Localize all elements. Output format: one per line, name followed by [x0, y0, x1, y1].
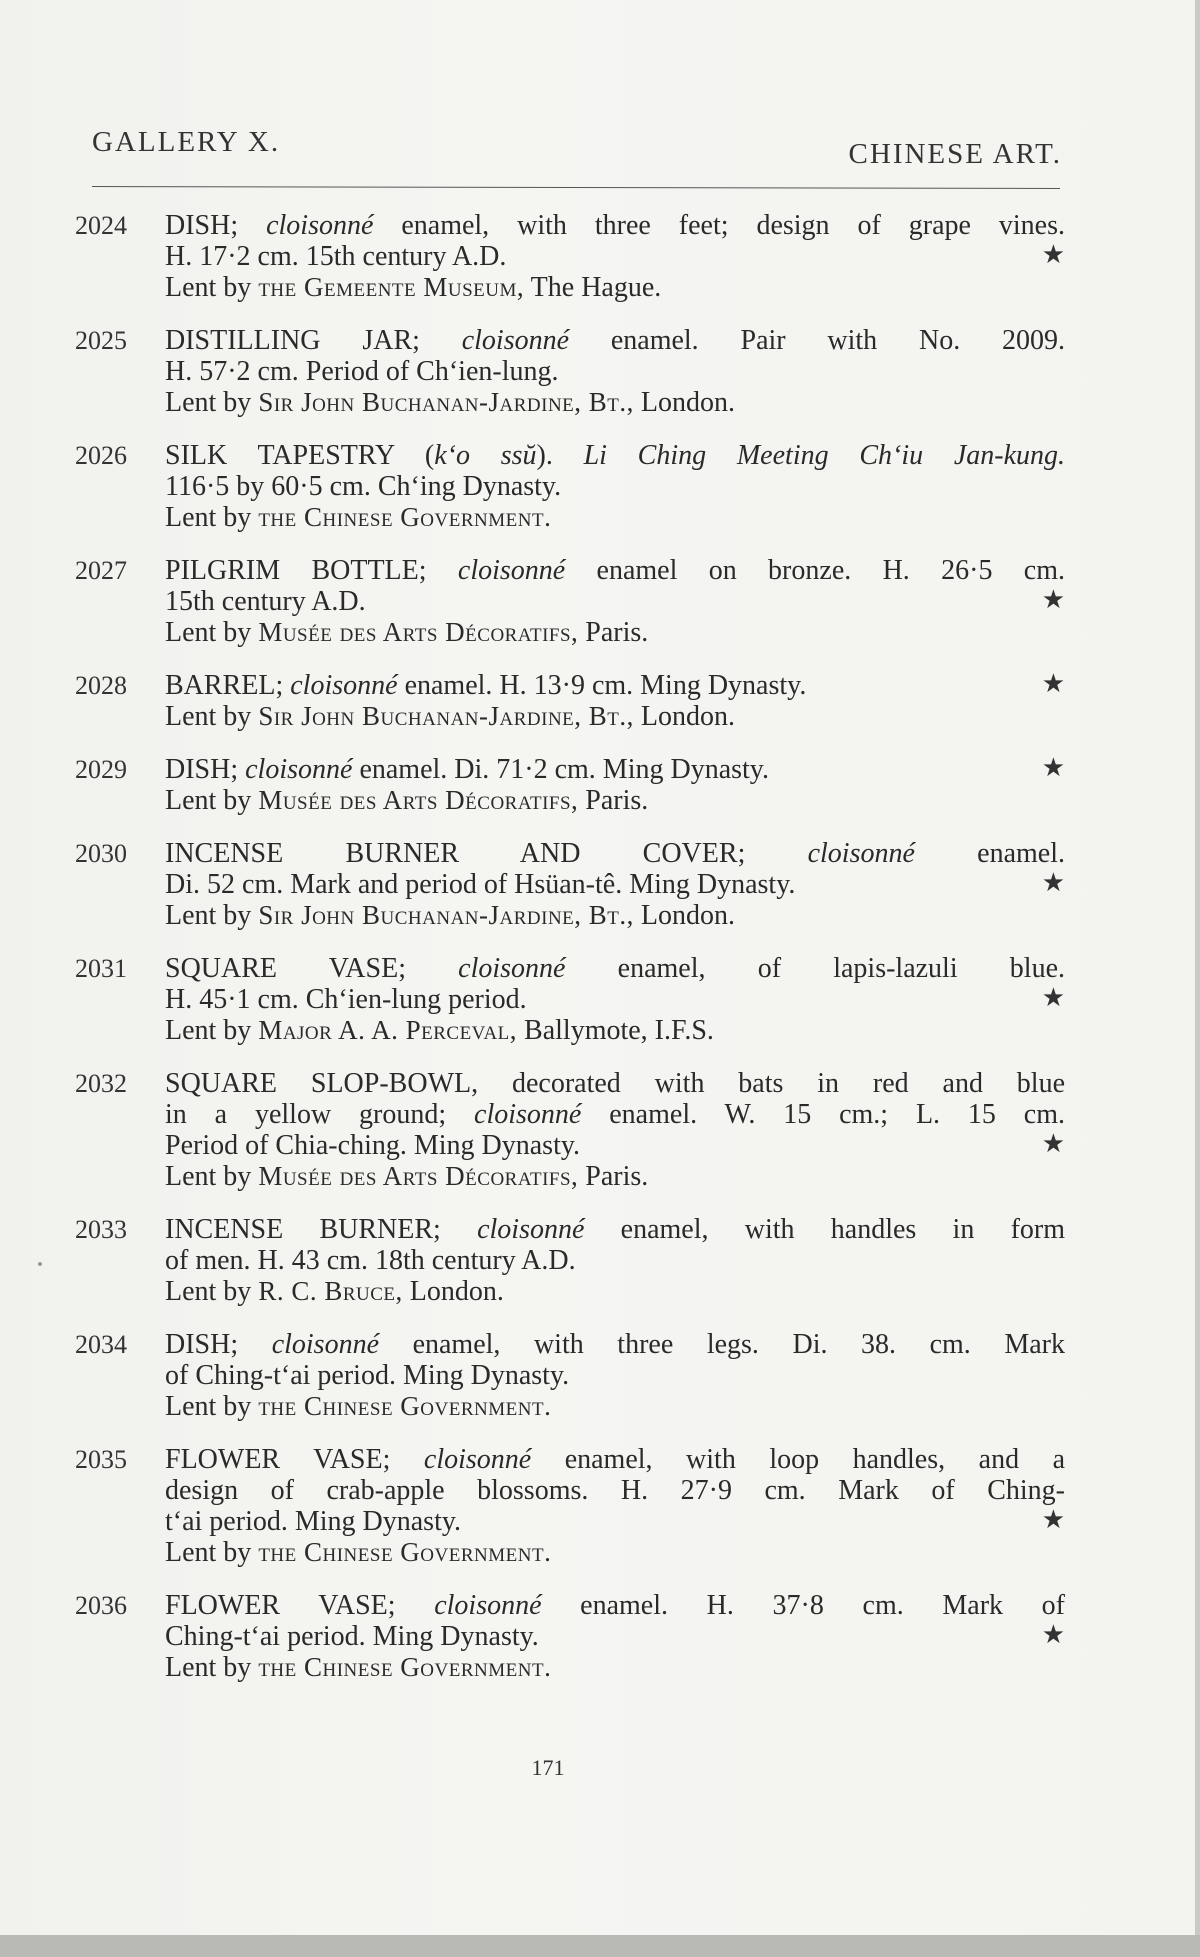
- entry-details: H. 45·1 cm. Ch‘ien-lung period.: [165, 984, 527, 1015]
- lender-name: Musée des Arts Décoratifs,: [258, 785, 579, 815]
- entry-lender-line: [165, 1537, 1065, 1568]
- entry-lender-line: [165, 701, 1065, 732]
- star-icon: ★: [1041, 868, 1065, 897]
- catalogue-entry-2033: [75, 1214, 1065, 1307]
- entry-medium: cloisonné: [807, 838, 915, 869]
- entry-number: 2032: [75, 1069, 127, 1098]
- entry-description: enamel, with three feet; design of grape vines.: [401, 210, 1066, 241]
- catalogue-entries: [75, 210, 1065, 1705]
- entry-details: Ching-t‘ai period. Ming Dynasty.: [165, 1621, 539, 1652]
- entry-separator: ;: [412, 325, 420, 356]
- entry-separator: ;: [387, 1590, 396, 1621]
- lender-location: London.: [640, 900, 736, 931]
- lender-name: the Chinese Government.: [258, 502, 552, 532]
- entry-title-line: [165, 1214, 1065, 1245]
- star-icon: ★: [1041, 585, 1065, 614]
- lender-name: R. C. Bruce,: [258, 1276, 403, 1306]
- lender-location: London.: [640, 701, 736, 732]
- entry-number: 2024: [75, 211, 127, 240]
- lent-by-label: Lent by: [165, 785, 252, 816]
- entry-details: 116·5 by 60·5 cm. Ch‘ing Dynasty.: [165, 471, 562, 502]
- entry-number: 2035: [75, 1445, 127, 1474]
- lent-by-label: Lent by: [165, 1276, 252, 1307]
- entry-lender-line: [165, 900, 1065, 931]
- entry-number: 2036: [75, 1591, 127, 1620]
- entry-description: enamel. Pair with No. 2009.: [610, 325, 1066, 356]
- catalogue-entry-2024: [75, 210, 1065, 303]
- entry-separator: ;: [230, 1329, 239, 1360]
- catalogue-entry-2025: [75, 325, 1065, 418]
- catalogue-entry-2027: [75, 555, 1065, 648]
- entry-description: enamel. H. 37·8 cm. Mark of: [580, 1590, 1065, 1621]
- entry-medium: cloisonné: [423, 1444, 532, 1475]
- entry-lender-line: [165, 387, 1065, 418]
- entry-title: DISH: [165, 210, 231, 241]
- entry-medium: cloisonné: [477, 1214, 585, 1245]
- entry-lender-line: [165, 1015, 1065, 1046]
- lent-by-label: Lent by: [165, 272, 252, 303]
- catalogue-entry-2035: [75, 1444, 1065, 1568]
- entry-lender-line: [165, 1652, 1065, 1683]
- lent-by-label: Lent by: [165, 1652, 252, 1683]
- lender-location: Paris.: [585, 1161, 649, 1192]
- entry-title: SILK TAPESTRY: [165, 440, 395, 471]
- entry-number: 2026: [75, 441, 127, 470]
- entry-title-line: [165, 325, 1065, 356]
- star-icon: ★: [1041, 753, 1065, 782]
- page-number: 171: [531, 1755, 565, 1780]
- entry-subject: Li Ching Meeting Ch‘iu Jan-kung.: [583, 440, 1066, 471]
- entry-separator: ;: [230, 210, 239, 241]
- lent-by-label: Lent by: [165, 1537, 252, 1568]
- entry-details: H. 57·2 cm. Period of Ch‘ien-lung.: [165, 356, 559, 387]
- entry-separator: ,: [471, 1068, 479, 1099]
- lender-location: The Hague.: [530, 272, 662, 303]
- entry-lender-line: [165, 272, 1065, 303]
- entry-lender-line: [165, 617, 1065, 648]
- entry-title-line: [165, 1444, 1065, 1475]
- entry-medium: cloisonné: [461, 325, 570, 356]
- entry-separator: (: [394, 440, 435, 471]
- lender-name: Musée des Arts Décoratifs,: [258, 1161, 579, 1191]
- entry-description: enamel.: [977, 838, 1065, 869]
- lent-by-label: Lent by: [165, 1015, 252, 1046]
- catalogue-entry-2036: [75, 1590, 1065, 1683]
- entry-lender-line: [165, 1391, 1065, 1422]
- entry-lender-line: [165, 1161, 1065, 1192]
- entry-title: INCENSE BURNER AND COVER: [165, 838, 738, 869]
- lender-name: the Chinese Government.: [258, 1652, 552, 1682]
- entry-lender-line: [165, 1276, 1065, 1307]
- entry-details-part: in a yellow ground;: [165, 1099, 447, 1130]
- entry-description: enamel. Di. 71·2 cm. Ming Dynasty.: [359, 754, 769, 785]
- entry-title-line: [165, 440, 1065, 471]
- entry-title: DISH: [165, 1329, 231, 1360]
- entry-medium: cloisonné: [271, 1329, 379, 1360]
- entry-title: SQUARE SLOP-BOWL: [165, 1068, 472, 1099]
- entry-separator: ;: [398, 953, 406, 984]
- entry-period: t‘ai period. Ming Dynasty.: [165, 1506, 462, 1537]
- entry-title-line: [165, 1329, 1065, 1360]
- entry-description: enamel, with loop handles, and a: [564, 1444, 1065, 1475]
- entry-number: 2034: [75, 1330, 127, 1359]
- lent-by-label: Lent by: [165, 617, 252, 648]
- lent-by-label: Lent by: [165, 502, 252, 533]
- lender-name: the Chinese Government.: [258, 1391, 552, 1421]
- lender-name: Sir John Buchanan-Jardine, Bt.,: [258, 900, 634, 930]
- entry-title: SQUARE VASE: [165, 953, 399, 984]
- lent-by-label: Lent by: [165, 387, 252, 418]
- entry-title-line: [165, 838, 1065, 869]
- entry-number: 2027: [75, 556, 127, 585]
- lent-by-label: Lent by: [165, 1161, 252, 1192]
- entry-title: PILGRIM BOTTLE: [165, 555, 419, 586]
- header-rule: [92, 186, 1060, 189]
- lender-location: London.: [640, 387, 736, 418]
- entry-medium: cloisonné: [474, 1099, 582, 1130]
- catalogue-entry-2026: [75, 440, 1065, 533]
- entry-separator: ;: [433, 1214, 441, 1245]
- entry-title-line: [165, 1590, 1065, 1621]
- entry-title-line: [165, 953, 1065, 984]
- entry-title: FLOWER VASE: [165, 1590, 388, 1621]
- entry-number: 2029: [75, 755, 127, 784]
- entry-description: enamel, of lapis-lazuli blue.: [617, 953, 1065, 984]
- entry-number: 2031: [75, 954, 127, 983]
- catalogue-entry-2028: [75, 670, 1065, 732]
- entry-number: 2030: [75, 839, 127, 868]
- star-icon: ★: [1041, 669, 1065, 698]
- entry-title-line: [165, 1068, 1065, 1099]
- star-icon: ★: [1041, 1505, 1065, 1534]
- entry-period: Period of Chia-ching. Ming Dynasty.: [165, 1130, 581, 1161]
- entry-title: INCENSE BURNER: [165, 1214, 434, 1245]
- lender-name: Sir John Buchanan-Jardine, Bt.,: [258, 387, 634, 417]
- entry-title-line: [165, 210, 1065, 241]
- page-edge: [1195, 0, 1200, 1957]
- lender-name: Major A. A. Perceval,: [258, 1015, 518, 1045]
- entry-title-line: [165, 555, 1065, 586]
- entry-title: BARREL: [165, 670, 276, 701]
- entry-details: 15th century A.D.: [165, 586, 366, 617]
- entry-number: 2025: [75, 326, 127, 355]
- entry-medium: cloisonné: [266, 210, 374, 241]
- entry-separator: ;: [275, 670, 284, 701]
- entry-details: of men. H. 43 cm. 18th century A.D.: [165, 1245, 576, 1276]
- catalogue-entry-2030: [75, 838, 1065, 931]
- entry-description: decorated with bats in red and blue: [511, 1068, 1066, 1099]
- entry-separator: ;: [737, 838, 746, 869]
- entry-separator: ;: [230, 754, 239, 785]
- lender-location: Ballymote, I.F.S.: [524, 1015, 714, 1046]
- entry-description: enamel, with handles in form: [620, 1214, 1065, 1245]
- star-icon: ★: [1041, 1620, 1065, 1649]
- page-bottom-edge: [0, 1935, 1200, 1957]
- entry-title: FLOWER VASE: [165, 1444, 383, 1475]
- lender-name: the Chinese Government.: [258, 1537, 552, 1567]
- entry-details-part: enamel. W. 15 cm.; L. 15 cm.: [609, 1099, 1066, 1130]
- entry-title: DISH: [165, 754, 231, 785]
- catalogue-entry-2031: [75, 953, 1065, 1046]
- lender-location: London.: [409, 1276, 504, 1307]
- entry-lender-line: [165, 502, 1065, 533]
- lender-location: Paris.: [585, 785, 649, 816]
- entry-number: 2033: [75, 1215, 127, 1244]
- entry-description: enamel, with three legs. Di. 38. cm. Mark: [412, 1329, 1066, 1360]
- entry-details: of Ching-t‘ai period. Ming Dynasty.: [165, 1360, 570, 1391]
- entry-description: ).: [536, 440, 584, 471]
- header-gallery: GALLERY X.: [92, 126, 281, 158]
- entry-title-line: [165, 754, 1065, 785]
- entry-details: H. 17·2 cm. 15th century A.D.: [165, 241, 507, 272]
- lent-by-label: Lent by: [165, 900, 252, 931]
- header-section: CHINESE ART.: [848, 138, 1062, 170]
- entry-medium: cloisonné: [245, 754, 353, 785]
- entry-separator: ;: [418, 555, 427, 586]
- catalogue-entry-2034: [75, 1329, 1065, 1422]
- entry-details: design of crab-apple blossoms. H. 27·9 cm. Mark of Ching-: [165, 1475, 1065, 1506]
- star-icon: ★: [1041, 240, 1065, 269]
- lender-name: Musée des Arts Décoratifs,: [258, 617, 579, 647]
- entry-description: enamel on bronze. H. 26·5 cm.: [596, 555, 1065, 586]
- lender-name: the Gemeente Museum,: [258, 272, 525, 302]
- print-speck: [38, 1262, 42, 1266]
- entry-medium: cloisonné: [290, 670, 398, 701]
- lender-name: Sir John Buchanan-Jardine, Bt.,: [258, 701, 634, 731]
- lender-location: Paris.: [585, 617, 649, 648]
- entry-details: [165, 1099, 1065, 1130]
- entry-lender-line: [165, 785, 1065, 816]
- entry-medium: cloisonné: [458, 953, 566, 984]
- entry-separator: ;: [382, 1444, 391, 1475]
- entry-number: 2028: [75, 671, 127, 700]
- entry-description: enamel. H. 13·9 cm. Ming Dynasty.: [404, 670, 807, 701]
- entry-title: DISTILLING JAR: [165, 325, 413, 356]
- lent-by-label: Lent by: [165, 701, 252, 732]
- catalogue-entry-2029: [75, 754, 1065, 816]
- entry-medium: cloisonné: [457, 555, 566, 586]
- star-icon: ★: [1041, 1129, 1065, 1158]
- lent-by-label: Lent by: [165, 1391, 252, 1422]
- entry-medium: cloisonné: [434, 1590, 542, 1621]
- entry-details: Di. 52 cm. Mark and period of Hsüan-tê. Ming Dynasty.: [165, 869, 796, 900]
- entry-medium: k‘o ssŭ: [434, 440, 537, 471]
- star-icon: ★: [1041, 983, 1065, 1012]
- catalogue-entry-2032: [75, 1068, 1065, 1192]
- running-header: [92, 126, 1062, 176]
- entry-title-line: [165, 670, 1065, 701]
